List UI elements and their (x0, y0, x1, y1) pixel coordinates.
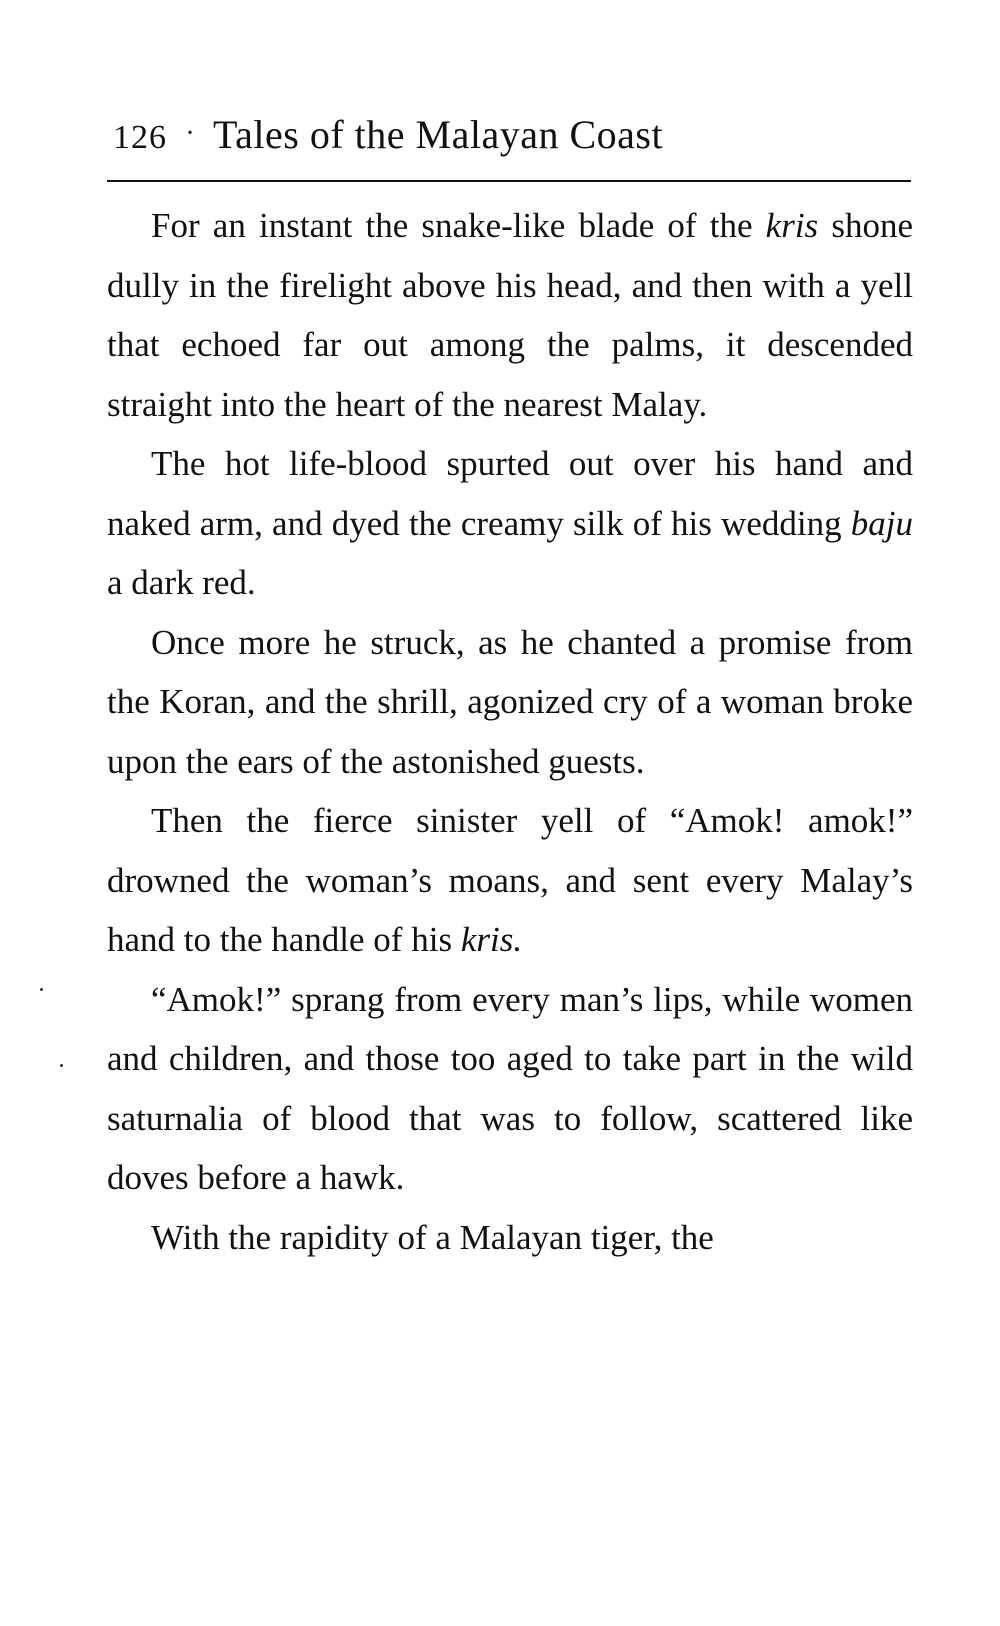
body-text (107, 196, 913, 1267)
paragraph (107, 613, 913, 792)
running-head (113, 104, 913, 164)
italic-term: baju (850, 503, 913, 543)
paragraph-text: “Amok!” sprang from every man’s lips, while women and children, and those too aged to take part in the wild saturnalia of blood that was to follow, scattered like doves before a hawk. (107, 979, 913, 1197)
italic-term: kris. (460, 920, 523, 959)
paragraph-text: With the rapidity of a Malayan tiger, the (151, 1217, 714, 1257)
scan-speck (60, 1064, 63, 1067)
paragraph (107, 196, 913, 434)
scan-speck (40, 988, 43, 991)
paragraph-text: For an instant the snake-like blade of the (151, 206, 766, 245)
paragraph-text: The hot life-blood spurted out over his hand and naked arm, and dyed the creamy silk of his wedding (107, 444, 913, 543)
page-number: 126 (113, 119, 167, 156)
paragraph-text: shone dully in the firelight above his head, and then with a yell that echoed far out among the palms, it descended straight into the heart of the nearest Malay. (107, 206, 914, 424)
italic-term: kris (765, 206, 819, 245)
paragraph (107, 791, 913, 970)
header-separator: · (185, 118, 195, 149)
header-rule (107, 180, 911, 182)
paragraph (107, 434, 913, 613)
paragraph (107, 1208, 913, 1268)
paragraph-text: Then the fierce sinister yell of “Amok! amok!” drowned the woman’s moans, and sent every Malay’s hand to the handle of his (107, 801, 913, 959)
paragraph-text: Once more he struck, as he chanted a promise from the Koran, and the shrill, agonized cry of a woman broke upon the ears of the astonished guests. (107, 622, 913, 781)
paragraph-text: a dark red. (107, 563, 256, 602)
book-title: Tales of the Malayan Coast (213, 112, 664, 157)
paragraph (107, 970, 913, 1208)
